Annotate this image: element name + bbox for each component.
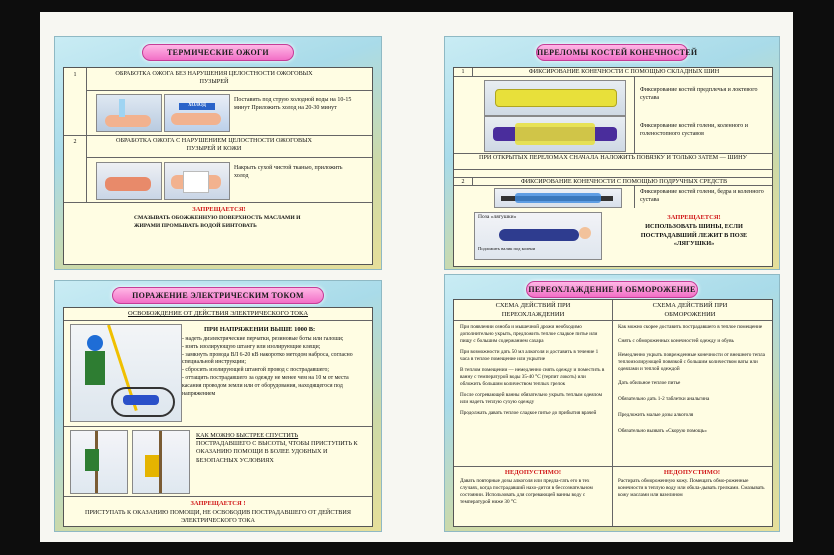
- arm-splint-image: [484, 80, 626, 116]
- cooling-right-forbidden: НЕДОПУСТИМО!: [663, 469, 721, 476]
- cooling-left-item: После согревающей ванны обязательно укрыть теплым одеялом или надеть теплую сухую одежду: [460, 392, 602, 406]
- height-rescue-image-1: [70, 430, 128, 494]
- burns-row2-title: ОБРАБОТКА ОЖОГА С НАРУШЕНИЕМ ЦЕЛОСТНОСТИ ОЖОГОВЫХ ПУЗЫРЕЙ И КОЖИ: [116, 137, 312, 153]
- head-icon: [579, 227, 591, 239]
- fractures-table: [453, 67, 773, 267]
- cooling-table: [453, 299, 773, 527]
- fractures-row1-title: ФИКСИРОВАНИЕ КОНЕЧНОСТИ С ПОМОЩЬЮ СКЛАДНЫХ ШИН: [528, 68, 720, 75]
- electric-forbidden-text: ПРИСТУПАТЬ К ОКАЗАНИЮ ПОМОЩИ, НЕ ОСВОБОДИВ ПОСТРАДАВШЕГО ОТ ДЕЙСТВИЯ ЭЛЕКТРИЧЕСКОГО ТОКА: [85, 509, 351, 525]
- electric-height-title: КАК МОЖНО БЫСТРЕЕ СПУСТИТЬ: [196, 432, 299, 439]
- fractures-row1-num: 1: [461, 69, 465, 75]
- hand-icon: [105, 115, 151, 127]
- splint-icon: [515, 123, 595, 145]
- electric-forbidden-title: ЗАПРЕЩАЕТСЯ !: [190, 500, 246, 507]
- fractures-title: ПЕРЕЛОМЫ КОСТЕЙ КОНЕЧНОСТЕЙ: [536, 44, 688, 61]
- lying-person-icon: [499, 229, 579, 241]
- helmet-icon: [87, 335, 103, 351]
- cooling-left-item: Продолжать давать теплое сладкое питье до прибытия врачей: [460, 410, 597, 417]
- hand-icon: [171, 113, 221, 125]
- worker-icon: [85, 449, 99, 471]
- electric-item: - надеть диэлектрические перчатки, резиновые боты или галоши;: [182, 336, 344, 342]
- electric-item: - сбросить изолирующей штангой провод с пострадавшего;: [182, 367, 330, 374]
- wounded-hand-icon: [105, 177, 151, 191]
- burns-row1-num: 1: [73, 72, 77, 78]
- cooling-right-item: Немедленно укрыть поврежденные конечности от внешнего тепла теплоизолирующей повязкой с большим количеством ваты или одеялами и теплой одеждой: [618, 352, 765, 373]
- body-icon: [515, 193, 601, 203]
- burns-row1-text: Поставить под струю холодной воды на 10-15 минут Приложить холод на 20-30 минут: [234, 97, 352, 112]
- poster-sheet: [40, 12, 793, 542]
- burn-cold-water-image: [96, 94, 162, 132]
- fractures-row1-text-b: Фиксирование костей голени, коленного и голеностопного суставов: [640, 123, 748, 138]
- frog-pose-image: [474, 212, 602, 260]
- electric-subtitle: ОСВОБОЖДЕНИЕ ОТ ДЕЙСТВИЯ ЭЛЕКТРИЧЕСКОГО ТОКА: [127, 310, 309, 317]
- improvised-splint-image: [494, 188, 622, 208]
- burns-table: [63, 67, 373, 265]
- cooling-title: ПЕРЕОХЛАЖДЕНИЕ И ОБМОРОЖЕНИЕ: [526, 281, 698, 298]
- burns-forbidden-title: ЗАПРЕЩАЕТСЯ!: [192, 206, 246, 213]
- electric-panel: [54, 280, 382, 532]
- fractures-row2-text: Фиксирование костей голени, бедра и коленного сустава: [640, 189, 764, 204]
- electric-voltage: ПРИ НАПРЯЖЕНИИ ВЫШЕ 1000 В:: [204, 326, 316, 333]
- fractures-forbidden-text: ИСПОЛЬЗОВАТЬ ШИНЫ, ЕСЛИ ПОСТРАДАВШИЙ ЛЕЖИТ В ПОЗЕ «ЛЯГУШКИ»: [640, 223, 748, 247]
- splint-icon: [495, 89, 617, 107]
- fractures-row2-num: 2: [461, 179, 465, 185]
- electric-table: [63, 307, 373, 527]
- burns-forbidden-text: СМАЗЫВАТЬ ОБОЖЖЕННУЮ ПОВЕРХНОСТЬ МАСЛАМИ И ЖИРАМИ ПРОМЫВАТЬ ВОДОЙ БИНТОВАТЬ: [134, 215, 301, 229]
- victim-icon: [123, 395, 159, 405]
- frog-pose-caption: Подложить валик под колени: [478, 246, 536, 251]
- burns-row2-text: Накрыть сухой чистой тканью, приложить холод: [234, 165, 343, 180]
- rescuer-body-icon: [85, 351, 105, 385]
- fractures-forbidden-title: ЗАПРЕЩАЕТСЯ!: [667, 214, 721, 221]
- cooling-left-list: [460, 324, 608, 417]
- cooling-left-forbidden: НЕДОПУСТИМО!: [504, 469, 562, 476]
- burns-title: ТЕРМИЧЕСКИЕ ОЖОГИ: [142, 44, 294, 61]
- electric-item: - замкнуть провода ВЛ 6-20 кВ накоротко методом наброса, согласно специальной инструкции;: [182, 351, 353, 366]
- pole-icon: [159, 431, 162, 493]
- cooling-left-item: В теплом помещении — немедленно снять одежду и поместить в ванну с температурой воды 35-40 °С (терпит локоть) или обложить большим количеством теплых грелок: [460, 367, 605, 388]
- height-rescue-image-2: [132, 430, 190, 494]
- leg-splint-image: [484, 116, 626, 152]
- cooling-left-item: При появлении озноба и мышечной дрожи необходимо дополнительно укрыть, предложить теплое сладкое питье или пищу с большим содержанием сахара: [460, 324, 598, 345]
- cooling-panel: [444, 274, 780, 532]
- rescuer-pole-image: [70, 324, 182, 422]
- cloth-icon: [183, 171, 209, 193]
- burns-row2-num: 2: [73, 139, 77, 145]
- cold-pack-label: ХОЛОД: [179, 103, 215, 110]
- water-stream-icon: [119, 99, 125, 117]
- cooling-right-item: Обязательно дать 1-2 таблетки анальгина: [618, 396, 710, 403]
- electric-title: ПОРАЖЕНИЕ ЭЛЕКТРИЧЕСКИМ ТОКОМ: [112, 287, 324, 304]
- cooling-right-list: [618, 324, 766, 435]
- cooling-left-forbidden-text: Давать повторные дозы алкоголя или предла-гать его в тех случаях, когда пострадавший нахо-дится в бессознательном состоянии. Использовать для согревающей ванны воду с температурой ниже 30 °С: [460, 478, 593, 506]
- cooling-right-forbidden-text: Растирать обмороженную кожу. Помещать обмо-роженные конечности в теплую воду или обкла-дывать грелками. Смазывать кожу маслами или вазелином: [618, 478, 765, 499]
- cooling-right-item: Обязательно вызвать «Скорую помощь»: [618, 428, 707, 435]
- worker-icon: [145, 455, 159, 477]
- fractures-note: ПРИ ОТКРЫТЫХ ПЕРЕЛОМАХ СНАЧАЛА НАЛОЖИТЬ ПОВЯЗКУ И ТОЛЬКО ЗАТЕМ — ШИНУ: [479, 154, 747, 161]
- burns-panel: [54, 36, 382, 270]
- cooling-right-item: Как можно скорее доставить пострадавшего в теплое помещение: [618, 324, 763, 330]
- cooling-right-item: Дать обильное теплое питье: [618, 380, 681, 387]
- electric-items: [182, 336, 368, 399]
- electric-item: - взять изолирующую штангу или изолирующие клещи;: [182, 343, 321, 350]
- cooling-right-head: СХЕМА ДЕЙСТВИЙ ПРИ ОБМОРОЖЕНИИ: [652, 302, 728, 318]
- electric-item: - оттащить пострадавшего за одежду не менее чем на 10 м от места касания проводом земли или от оборудования, находящегося под напряжением: [182, 375, 349, 397]
- cooling-left-head: СХЕМА ДЕЙСТВИЙ ПРИ ПЕРЕОХЛАЖДЕНИИ: [495, 302, 571, 318]
- cooling-right-item: Снять с обмороженных конечностей одежду и обувь: [618, 338, 734, 345]
- electric-height-text: ПОСТРАДАВШЕГО С ВЫСОТЫ, ЧТОБЫ ПРИСТУПИТЬ К ОКАЗАНИЮ ПОМОЩИ В БОЛЕЕ УДОБНЫХ И БЕЗОПАСНЫХ УСЛОВИЯХ: [196, 440, 358, 464]
- burn-cloth-image: [164, 162, 230, 200]
- burn-cold-pack-image: [164, 94, 230, 132]
- fractures-panel: [444, 36, 780, 270]
- fractures-row2-title: ФИКСИРОВАНИЕ КОНЕЧНОСТИ С ПОМОЩЬЮ ПОДРУЧНЫХ СРЕДСТВ: [520, 178, 728, 185]
- cooling-right-item: Предложить малые дозы алкоголя: [618, 412, 694, 419]
- frog-pose-label: Поза «лягушки»: [478, 214, 517, 220]
- cooling-left-item: При возможности дать 50 мл алкоголя и доставить в течение 1 часа в теплое помещение или укрытие: [460, 349, 599, 363]
- burns-row1-title: ОБРАБОТКА ОЖОГА БЕЗ НАРУШЕНИЯ ЦЕЛОСТНОСТИ ОЖОГОВЫХ ПУЗЫРЕЙ: [115, 70, 313, 86]
- burn-cover-image: [96, 162, 162, 200]
- fractures-row1-text-a: Фиксирование костей предплечья и локтевого сустава: [640, 87, 758, 102]
